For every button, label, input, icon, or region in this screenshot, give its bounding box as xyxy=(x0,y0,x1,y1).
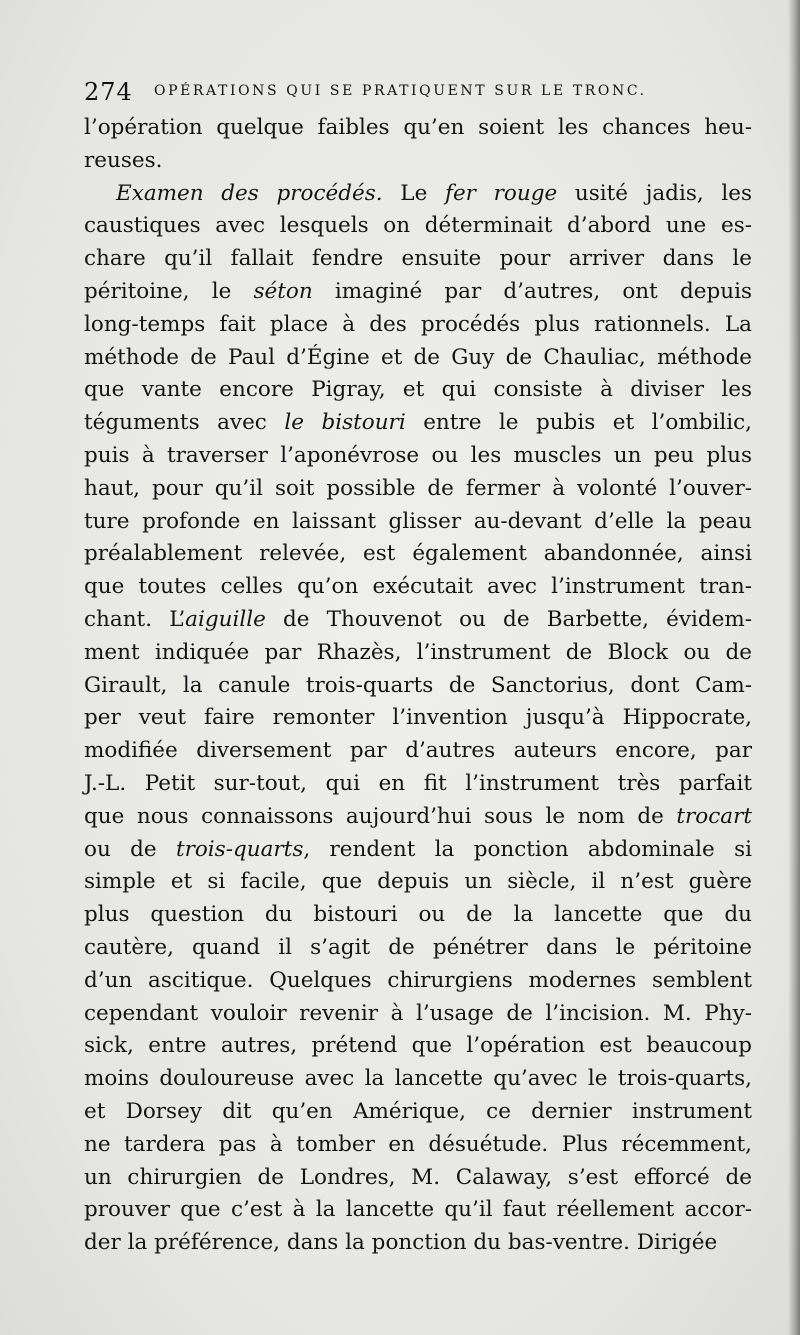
text-line xyxy=(84,538,752,571)
text-line xyxy=(84,998,752,1031)
text-run: que vante encore Pigray, et qui consiste à diviser les xyxy=(84,377,752,403)
text-run: plus question du bistouri ou de la lancette que du xyxy=(84,902,752,928)
text-line xyxy=(84,178,752,211)
text-run: chant. L’ xyxy=(84,606,186,632)
text-run: per veut faire remonter l’invention jusqu’à Hippocrate, xyxy=(84,705,752,731)
text-run: d’un ascitique. Quelques chirurgiens modernes semblent xyxy=(84,967,752,993)
text-run: téguments avec xyxy=(84,410,285,436)
text-run: sick, entre autres, prétend que l’opération est beaucoup xyxy=(84,1033,752,1059)
text-run: long-temps fait place à des procédés plus rationnels. La xyxy=(84,311,752,337)
text-line xyxy=(84,932,752,965)
text-line xyxy=(84,735,752,768)
text-run: chare qu’il fallait fendre ensuite pour arriver dans le xyxy=(84,246,752,272)
text-run: péritoine, le xyxy=(84,278,254,304)
italic-text: fer rouge xyxy=(445,180,558,206)
italic-text: trois-quarts xyxy=(175,836,304,862)
text-run: que nous connaissons aujourd’hui sous le nom de xyxy=(84,803,677,829)
text-run: ture profonde en laissant glisser au-devant d’elle la peau xyxy=(84,508,752,534)
text-line xyxy=(84,670,752,703)
text-line xyxy=(84,571,752,604)
text-run: de Thouvenot ou de Barbette, évidem- xyxy=(265,606,752,632)
text-run: méthode de Paul d’Égine et de Guy de Chauliac, méthode xyxy=(84,344,752,370)
text-line xyxy=(84,112,752,145)
page-header xyxy=(84,78,704,108)
text-run: der la préférence, dans la ponction du bas-ventre. Dirigée xyxy=(84,1230,718,1256)
text-line xyxy=(84,440,752,473)
text-run: haut, pour qu’il soit possible de fermer à volonté l’ouver- xyxy=(84,475,752,501)
italic-text: aiguille xyxy=(185,606,266,632)
running-head: OPÉRATIONS QUI SE PRATIQUENT SUR LE TRONC. xyxy=(154,83,647,99)
text-line xyxy=(84,1194,752,1227)
text-run: cautère, quand il s’agit de pénétrer dans le péritoine xyxy=(84,934,752,960)
text-run: simple et si facile, que depuis un siècle, il n’est guère xyxy=(84,869,752,895)
text-line xyxy=(84,1129,752,1162)
text-line xyxy=(84,899,752,932)
text-line xyxy=(84,702,752,735)
text-line xyxy=(84,965,752,998)
text-line xyxy=(84,637,752,670)
text-line xyxy=(84,473,752,506)
text-run: moins douloureuse avec la lancette qu’avec le trois-quarts, xyxy=(84,1066,752,1092)
text-line xyxy=(84,374,752,407)
text-line xyxy=(84,801,752,834)
text-line xyxy=(84,1030,752,1063)
text-run: caustiques avec lesquels on déterminait d’abord une es- xyxy=(84,213,752,239)
text-run: que toutes celles qu’on exécutait avec l’instrument tran- xyxy=(84,574,752,600)
text-line xyxy=(84,604,752,637)
text-line xyxy=(84,1227,752,1260)
text-run: Girault, la canule trois-quarts de Sanctorius, dont Cam- xyxy=(84,672,752,698)
text-run: modifiée diversement par d’autres auteurs encore, par xyxy=(84,738,752,764)
text-run: Le xyxy=(382,180,445,206)
text-run: et Dorsey dit qu’en Amérique, ce dernier instrument xyxy=(84,1098,752,1124)
page-number: 274 xyxy=(84,78,133,106)
text-line xyxy=(84,1063,752,1096)
text-line xyxy=(84,145,752,178)
text-line xyxy=(84,407,752,440)
text-line xyxy=(84,309,752,342)
text-line xyxy=(84,342,752,375)
page-edge-shadow xyxy=(788,0,800,1335)
text-line xyxy=(84,506,752,539)
text-run: , rendent la ponction abdominale si xyxy=(303,836,752,862)
text-run: imaginé par d’autres, ont depuis xyxy=(312,278,752,304)
text-line xyxy=(84,768,752,801)
italic-text: séton xyxy=(253,278,313,304)
italic-text: trocart xyxy=(676,803,752,829)
text-run: cependant vouloir revenir à l’usage de l’incision. M. Phy- xyxy=(84,1000,752,1026)
text-line xyxy=(84,834,752,867)
text-line xyxy=(84,1096,752,1129)
text-run: usité jadis, les xyxy=(557,180,753,206)
text-line xyxy=(84,243,752,276)
body-text xyxy=(84,112,752,1260)
text-line xyxy=(84,866,752,899)
text-run: entre le pubis et l’ombilic, xyxy=(405,410,752,436)
text-run: ou de xyxy=(84,836,176,862)
italic-text: le bistouri xyxy=(284,410,406,436)
text-run: prouver que c’est à la lancette qu’il faut réellement accor- xyxy=(84,1197,752,1223)
italic-text: Examen des procédés. xyxy=(116,180,383,206)
text-line xyxy=(84,1162,752,1195)
text-run: préalablement relevée, est également abandonnée, ainsi xyxy=(84,541,752,567)
text-run: J.-L. Petit sur-tout, qui en fit l’instrument très parfait xyxy=(84,770,752,796)
text-line xyxy=(84,210,752,243)
text-run: puis à traverser l’aponévrose ou les muscles un peu plus xyxy=(84,442,752,468)
text-run: ne tardera pas à tomber en désuétude. Plus récemment, xyxy=(84,1131,752,1157)
text-run: reuses. xyxy=(84,147,163,173)
text-run: ment indiquée par Rhazès, l’instrument de Block ou de xyxy=(84,639,752,665)
text-run: l’opération quelque faibles qu’en soient les chances heu- xyxy=(84,115,752,140)
text-line xyxy=(84,276,752,309)
text-run: un chirurgien de Londres, M. Calaway, s’est efforcé de xyxy=(84,1164,752,1190)
